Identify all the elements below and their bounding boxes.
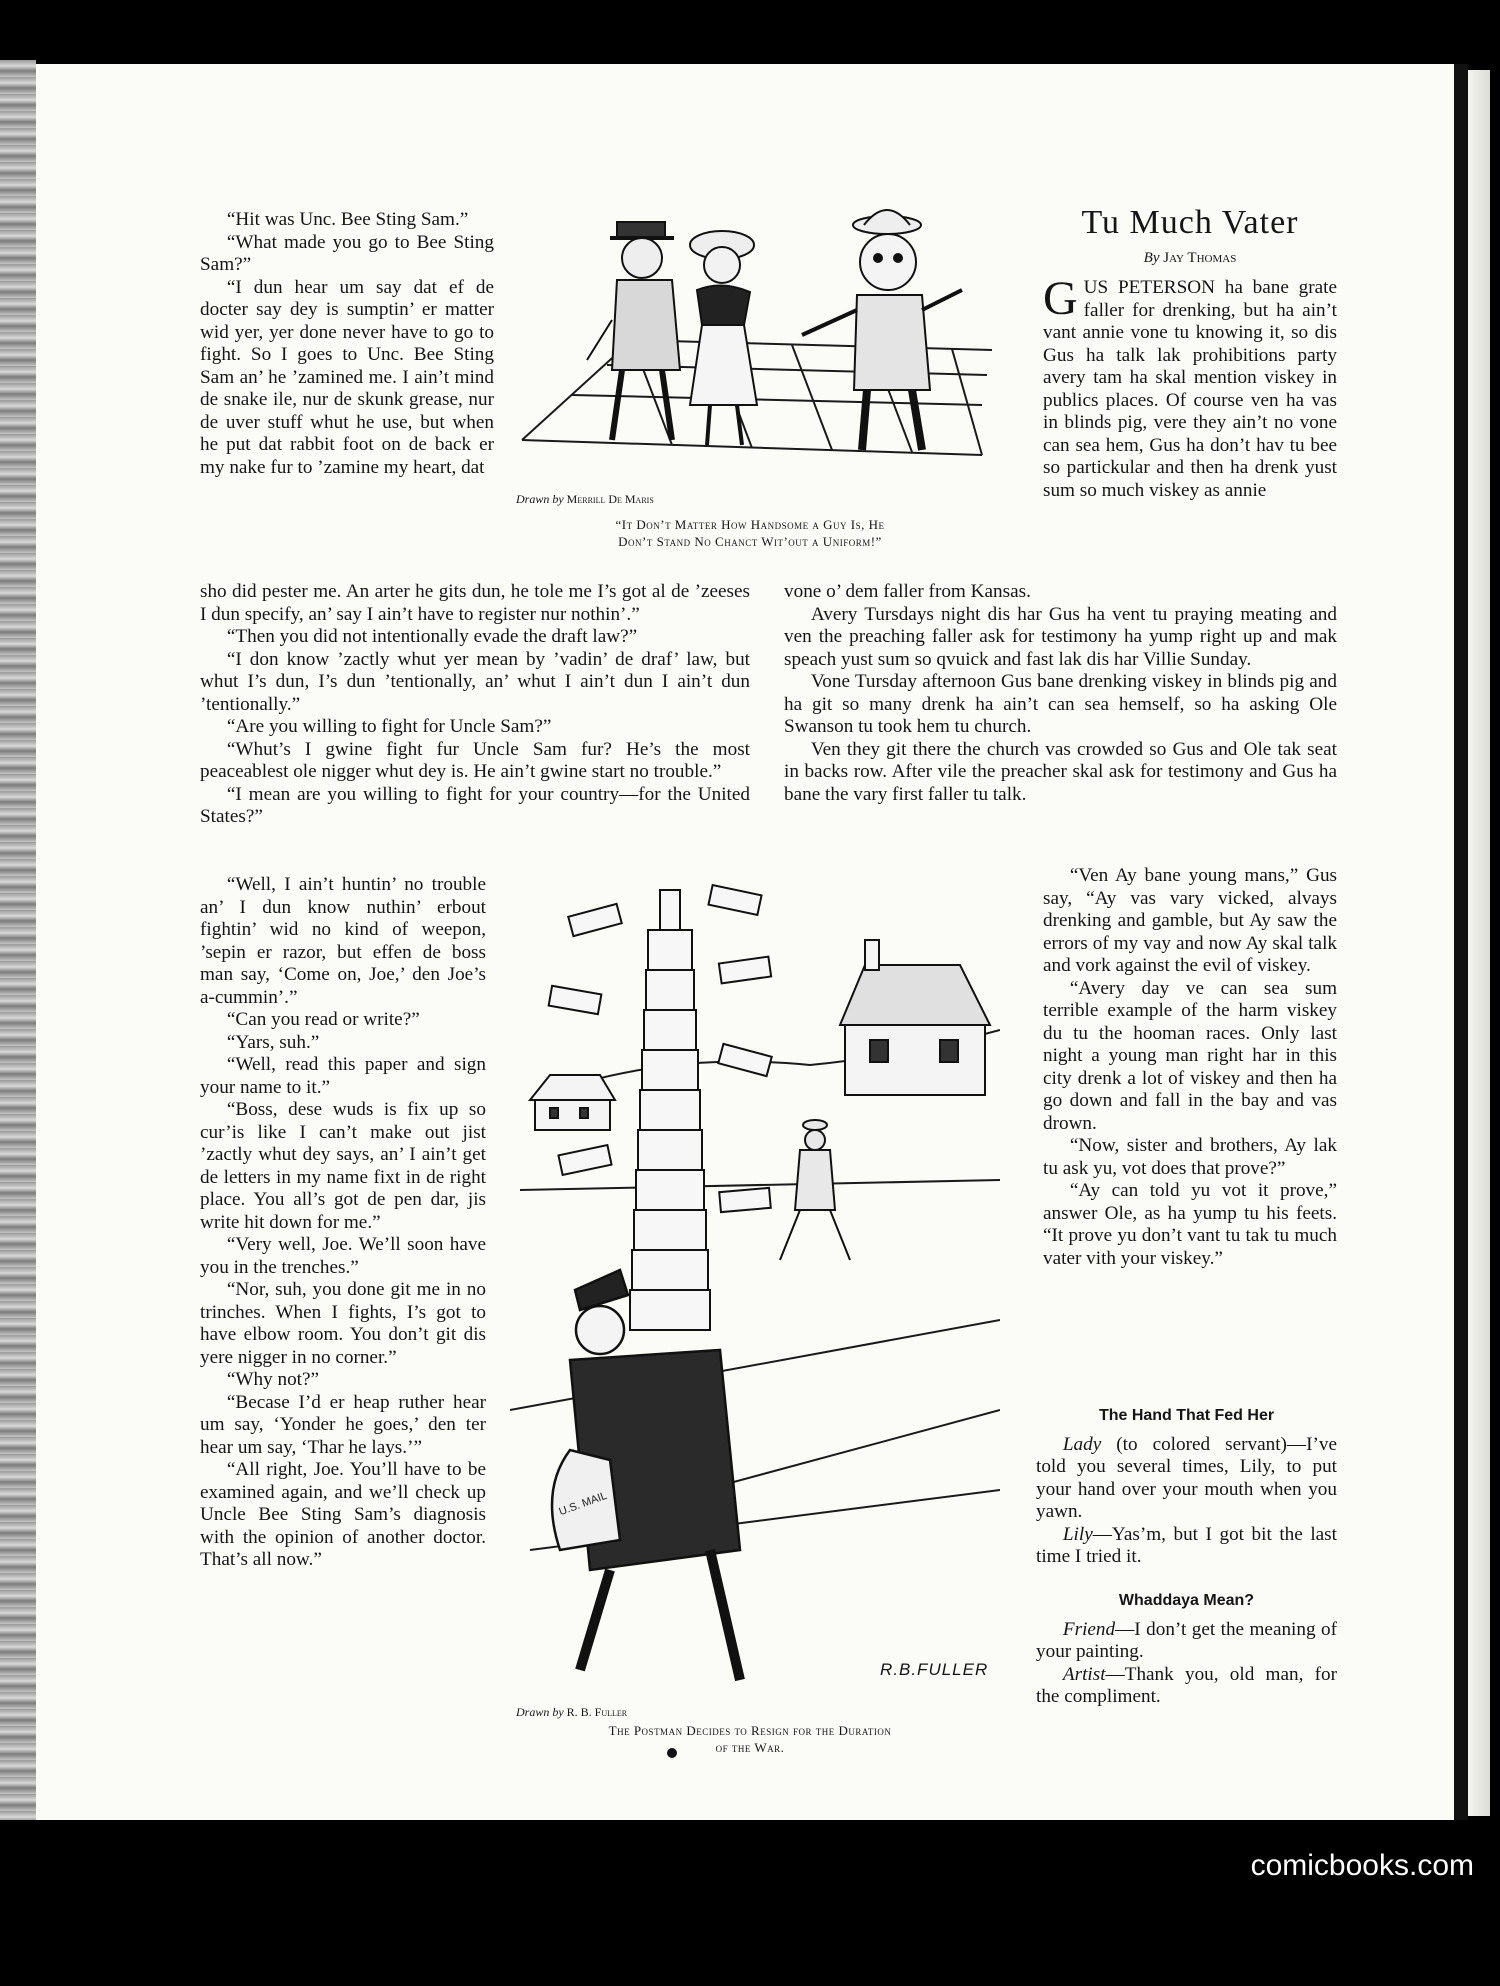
illustration-credit-bottom bbox=[516, 1705, 627, 1720]
soldier-figure bbox=[587, 222, 680, 440]
artist-signature: R.B.FULLER bbox=[880, 1660, 989, 1679]
paragraph: “Well, I ain’t huntin’ no trouble an’ I dun know nuthin’ erbout fightin’ wid no kind of weepon, ’sepin er razor, but effen de boss man say, ‘Come on, Joe,’ den Joe’s a-cummin’.” bbox=[200, 874, 486, 1008]
drop-cap: G bbox=[1043, 272, 1078, 325]
man-in-bowler-figure bbox=[802, 210, 962, 450]
illustration-uniform-cartoon bbox=[512, 200, 1002, 480]
paragraph: “Boss, dese wuds is fix up so cur’is like I can’t make out jist ’zactly whut dey says, an’ I ain’t get de letters in my name fixt in de right place. You all’s got de pen dar, jis write hit down for me.” bbox=[200, 1099, 486, 1233]
scan-binding-gap bbox=[1454, 64, 1468, 1820]
paragraph-continued: sho did pester me. An arter he gits dun, he tole me I’s got al de ’zeeses I dun specify, an’ say I ain’t have to register nur nothin’.” bbox=[200, 581, 750, 625]
caption-line: “It Don’t Matter How Handsome a Guy Is, He bbox=[615, 517, 885, 532]
paragraph: “Now, sister and brothers, Ay lak tu ask yu, vot does that prove?” bbox=[1043, 1135, 1337, 1179]
paragraph: “Why not?” bbox=[226, 1369, 320, 1390]
line-text: (to colored servant)—I’ve told you several times, Lily, to put your hand over your mouth when you yawn. bbox=[1036, 1433, 1337, 1522]
article-byline bbox=[1040, 250, 1340, 267]
paragraph: “Ay can told yu vot it prove,” answer Ole, as ha yump tu his feets. “It prove yu don’t vant tu tak tu much vater vith your viskey.” bbox=[1043, 1180, 1337, 1269]
lead-smallcaps: US PETERSON bbox=[1083, 277, 1215, 298]
bystander-figure bbox=[780, 1120, 850, 1260]
credit-name: R. B. Fuller bbox=[566, 1705, 628, 1719]
paragraph: “Nor, suh, you done git me in no trinches. When I fights, I’s got to have elbow room. You don’t git dis yere nigger in no corner.” bbox=[200, 1279, 486, 1368]
paragraph: “I mean are you willing to fight for your country—for the United States?” bbox=[200, 783, 750, 827]
paragraph: “Very well, Joe. We’ll soon have you in the trenches.” bbox=[200, 1234, 486, 1278]
line-text: —Yas’m, but I got bit the last time I tried it. bbox=[1036, 1523, 1337, 1567]
vater-story-top-column bbox=[1043, 272, 1337, 502]
paragraph: “Can you read or write?” bbox=[226, 1009, 420, 1030]
line-text: —I don’t get the meaning of your painting. bbox=[1036, 1618, 1337, 1662]
credit-name: Merrill De Maris bbox=[566, 492, 654, 506]
lead-paragraph bbox=[1043, 272, 1337, 502]
speaker: Artist bbox=[1062, 1663, 1106, 1685]
illustration-credit-top bbox=[516, 492, 654, 507]
joke-line bbox=[1036, 1524, 1337, 1569]
woman-figure bbox=[690, 231, 757, 445]
illustration-caption-bottom bbox=[520, 1722, 980, 1756]
byline-prefix: By bbox=[1143, 250, 1160, 266]
paragraph: “Are you willing to fight for Uncle Sam?” bbox=[226, 716, 552, 737]
paragraph: Avery Tursdays night dis har Gus ha vent tu praying meating and ven the preaching faller ask for testimony ha yump right up and mak speach yust sum so qvuick and fast lak dis har Villie Sunday. bbox=[784, 603, 1337, 670]
joke-hand-that-fed-her bbox=[1036, 1405, 1337, 1569]
postman-scene bbox=[510, 850, 1000, 1685]
speaker: Lady bbox=[1062, 1433, 1102, 1455]
postman-figure bbox=[552, 1270, 740, 1680]
paragraph: “Avery day ve can sea sum terrible example of the harm viskey du tu the hooman races. Only last night a young man right har in this city drenk a lot of viskey and then ha go down and fall in the bay and vas drown. bbox=[1043, 977, 1337, 1134]
line-text: —Thank you, old man, for the compliment. bbox=[1036, 1663, 1337, 1707]
paragraph: “Then you did not intentionally evade the draft law?” bbox=[226, 626, 638, 647]
paragraph: “Whut’s I gwine fight fur Uncle Sam fur? He’s the most peaceablest ole nigger whut dey is. He ain’t gwine start no trouble.” bbox=[200, 738, 750, 782]
vater-story-mid-column bbox=[784, 581, 1337, 806]
article-title: Tu Much Vater bbox=[1081, 204, 1299, 241]
paragraph: “Ven Ay bane young mans,” Gus say, “Ay vas vary vicked, alvays drenking and gamble, but Ay saw the errors of my vay and now Ay skal talk and vork against the evil of viskey. bbox=[1043, 865, 1337, 976]
speaker: Lily bbox=[1062, 1523, 1093, 1545]
draft-story-bottom-column bbox=[200, 874, 486, 1572]
draft-story-top-column bbox=[200, 209, 494, 479]
paragraph: “I dun hear um say dat ef de docter say dey is sumptin’ er matter wid yer, yer done never have to go to fight. So I goes to Unc. Bee Sting Sam an’ he ’zamined me. I ain’t mind de snake ile, nur de skunk grease, nur de uver stuff whut he use, but when he put dat rabbit foot on de back er my nake fur to ’zamine my heart, dat bbox=[200, 276, 494, 478]
joke-title: Whaddaya Mean? bbox=[1118, 1592, 1255, 1609]
joke-title: The Hand That Fed Her bbox=[1098, 1407, 1275, 1424]
caption-line: of the War. bbox=[715, 1740, 785, 1755]
bag-lettering: U.S. MAIL bbox=[557, 1489, 609, 1519]
page-ornament bbox=[667, 1748, 677, 1758]
paragraph: “Well, read this paper and sign your name to it.” bbox=[200, 1054, 486, 1098]
house-near bbox=[840, 940, 990, 1095]
paragraph: Ven they git there the church vas crowded so Gus and Ole tak seat in backs row. After vile the preacher skal ask for testimony and Gus ha bane the vary first faller tu talk. bbox=[784, 738, 1337, 805]
scan-next-page-edge bbox=[1468, 70, 1490, 1816]
byline-author: Jay Thomas bbox=[1163, 250, 1237, 266]
joke-line bbox=[1036, 1434, 1337, 1524]
draft-story-mid-column bbox=[200, 581, 750, 829]
paragraph: “Hit was Unc. Bee Sting Sam.” bbox=[226, 209, 469, 230]
joke-line bbox=[1036, 1619, 1337, 1664]
paragraph: “Becase I’d er heap ruther hear um say, ‘Yonder he goes,’ den ter hear um say, ‘Thar he lays.’” bbox=[200, 1391, 486, 1458]
credit-by: Drawn by bbox=[516, 1705, 564, 1719]
paragraph-continued: vone o’ dem faller from Kansas. bbox=[784, 581, 1031, 602]
lead-text: ha bane grate faller for drenking, but ha ain’t vant annie vone tu knowing it, so dis Gus ha talk lak prohibitions party avery tam ha skal mention viskey in publics places. Of course ven ha vas in blinds pig, vere they ain’t no vone can sea hem, Gus ha don’t hav tu bee so partickular and then ha drenk yust sum so much viskey as annie bbox=[1043, 277, 1337, 501]
vater-story-bottom-column bbox=[1043, 865, 1337, 1270]
credit-by: Drawn by bbox=[516, 492, 564, 506]
joke-whaddaya-mean bbox=[1036, 1590, 1337, 1709]
caption-line: The Postman Decides to Resign for the Duration bbox=[608, 1723, 892, 1738]
paragraph: “I don know ’zactly whut yer mean by ’vadin’ de draf’ law, but whut I’s dun, I’s dun ’tentionally, an’ whut I ain’t dun I ain’t dun ’tentionally.” bbox=[200, 648, 750, 715]
paragraph: “Yars, suh.” bbox=[226, 1031, 320, 1053]
site-watermark: comicbooks.com bbox=[1250, 1849, 1474, 1882]
paragraph: “All right, Joe. You’ll have to be examined again, and we’ll check up Uncle Bee Sting Sam’s diagnosis with the opinion of another doctor. That’s all now.” bbox=[200, 1459, 486, 1570]
paragraph: “What made you go to Bee Sting Sam?” bbox=[200, 231, 494, 275]
joke-line bbox=[1036, 1664, 1337, 1709]
house-far bbox=[530, 1075, 615, 1130]
caption-line: Don’t Stand No Chanct Wit’out a Uniform!” bbox=[618, 534, 882, 549]
paragraph: Vone Tursday afternoon Gus bane drenking viskey in blinds pig and ha git so many drenk ha ain’t can sea hemself, so ha asking Ole Swanson tu took hem tu church. bbox=[784, 671, 1337, 737]
speaker: Friend bbox=[1062, 1618, 1116, 1640]
scan-left-edge bbox=[0, 60, 36, 1820]
illustration-caption-top bbox=[520, 516, 980, 550]
